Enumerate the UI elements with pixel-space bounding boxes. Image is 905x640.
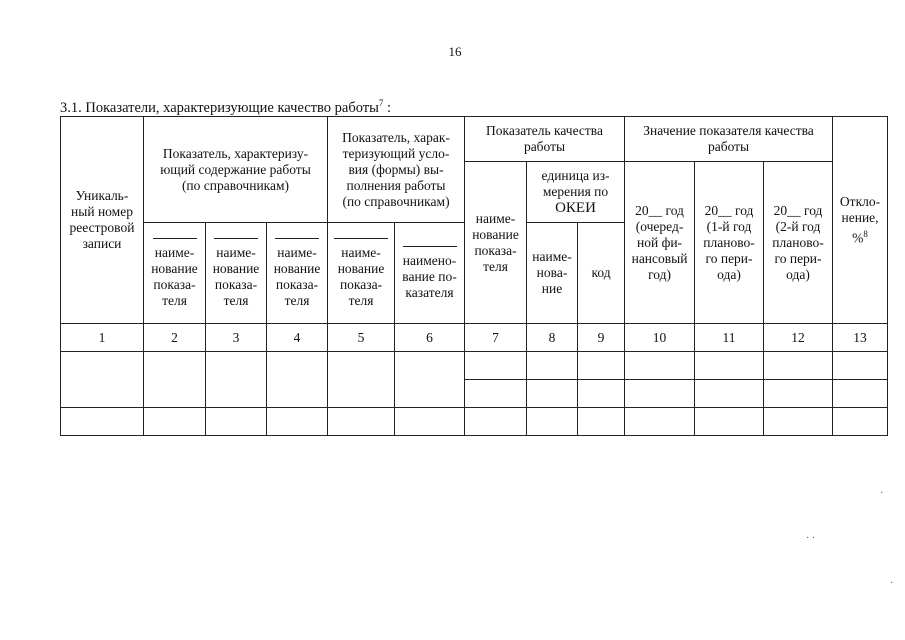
indicator-value-header: Значение показателя качества работы [625, 117, 833, 162]
table-cell[interactable] [833, 380, 888, 408]
table-cell[interactable] [625, 408, 695, 436]
okei-unit-name-header: наиме- нова- ние [527, 223, 578, 324]
column-numbers-row [61, 324, 888, 352]
table-cell[interactable] [527, 408, 578, 436]
table-cell[interactable] [465, 352, 527, 380]
table-cell[interactable] [578, 380, 625, 408]
period-second-planning-year: 20__ год (2-й год планово- го пери- ода) [764, 162, 833, 324]
conditions-indicator-name-1 [328, 223, 395, 324]
okei-unit-header [527, 162, 625, 223]
section-title-suffix: : [383, 99, 391, 116]
blank-rule [214, 238, 258, 239]
conditions-name-label-2: наимено- вание по- казателя [402, 252, 457, 300]
quality-indicator-header: Показатель качества работы [465, 117, 625, 162]
section-title-text: 3.1. Показатели, характеризующие качество работы [60, 99, 379, 116]
page-number: 16 [448, 44, 462, 59]
column-number: 2 [144, 324, 206, 352]
section-title [60, 98, 391, 117]
content-name-label-3: наиме- нование показа- теля [273, 244, 321, 308]
content-indicator-name-2 [206, 223, 267, 324]
okei-code-header: код [578, 223, 625, 324]
table-cell[interactable] [206, 408, 267, 436]
quality-indicators-table [60, 116, 888, 436]
table-cell[interactable] [695, 408, 764, 436]
table-cell[interactable] [833, 408, 888, 436]
column-number: 3 [206, 324, 267, 352]
content-name-label-1: наиме- нование показа- теля [151, 244, 198, 308]
okei-name: ОКЕИ [555, 200, 596, 216]
column-number: 5 [328, 324, 395, 352]
data-row-3 [61, 408, 888, 436]
quality-indicator-name-header: наиме- нование показа- теля [465, 162, 527, 324]
header-row-1 [61, 117, 888, 162]
registry-number-header: Уникаль- ный номер реестровой записи [61, 117, 144, 324]
table-cell[interactable] [764, 380, 833, 408]
table-cell[interactable] [61, 408, 144, 436]
table-cell[interactable] [527, 380, 578, 408]
column-number: 11 [695, 324, 764, 352]
data-row-1 [61, 352, 888, 380]
table-cell[interactable] [695, 352, 764, 380]
column-number: 9 [578, 324, 625, 352]
content-indicator-header: Показатель, характеризу- ющий содержание работы (по справочникам) [144, 117, 328, 223]
footnote-ref-7: 7 [378, 98, 384, 108]
blank-rule [275, 238, 319, 239]
table-cell[interactable] [764, 352, 833, 380]
table-cell[interactable] [695, 380, 764, 408]
period-current-year: 20__ год (очеред- ной фи- нансовый год) [625, 162, 695, 324]
column-number: 7 [465, 324, 527, 352]
blank-rule [153, 238, 197, 239]
column-number: 12 [764, 324, 833, 352]
column-number: 8 [527, 324, 578, 352]
blank-rule [403, 246, 457, 247]
table-cell[interactable] [206, 352, 267, 408]
content-indicator-name-1 [144, 223, 206, 324]
table-cell[interactable] [267, 352, 328, 408]
content-name-label-2: наиме- нование показа- теля [212, 244, 260, 308]
blank-rule [334, 238, 388, 239]
table-cell[interactable] [578, 408, 625, 436]
conditions-indicator-header: Показатель, харак- теризующий усло- вия (формы) вы- полнения работы (по справочникам) [328, 117, 465, 223]
footnote-ref-8: 8 [863, 228, 868, 239]
table-cell[interactable] [395, 408, 465, 436]
scan-speck: · [890, 578, 894, 589]
table-cell[interactable] [578, 352, 625, 380]
column-number: 10 [625, 324, 695, 352]
content-indicator-name-3 [267, 223, 328, 324]
deviation-label: Откло- нение, % [839, 193, 881, 246]
table-cell[interactable] [625, 352, 695, 380]
period-first-planning-year: 20__ год (1-й год планово- го пери- ода) [695, 162, 764, 324]
table-cell[interactable] [144, 352, 206, 408]
scan-speck: · · [806, 533, 816, 544]
okei-unit-label: единица из- мерения по [541, 168, 610, 199]
column-number: 1 [61, 324, 144, 352]
column-number: 6 [395, 324, 465, 352]
table-cell[interactable] [833, 352, 888, 380]
table-cell[interactable] [465, 380, 527, 408]
table-cell[interactable] [395, 352, 465, 408]
table-cell[interactable] [764, 408, 833, 436]
column-number: 13 [833, 324, 888, 352]
table-cell[interactable] [144, 408, 206, 436]
scan-speck: · [880, 488, 884, 499]
conditions-name-label-1: наиме- нование показа- теля [337, 244, 385, 308]
table-cell[interactable] [465, 408, 527, 436]
column-number: 4 [267, 324, 328, 352]
table-cell[interactable] [625, 380, 695, 408]
conditions-indicator-name-2 [395, 223, 465, 324]
table-cell[interactable] [61, 352, 144, 408]
table-cell[interactable] [267, 408, 328, 436]
table-cell[interactable] [328, 408, 395, 436]
table-cell[interactable] [527, 352, 578, 380]
table-cell[interactable] [328, 352, 395, 408]
deviation-header [833, 117, 888, 324]
